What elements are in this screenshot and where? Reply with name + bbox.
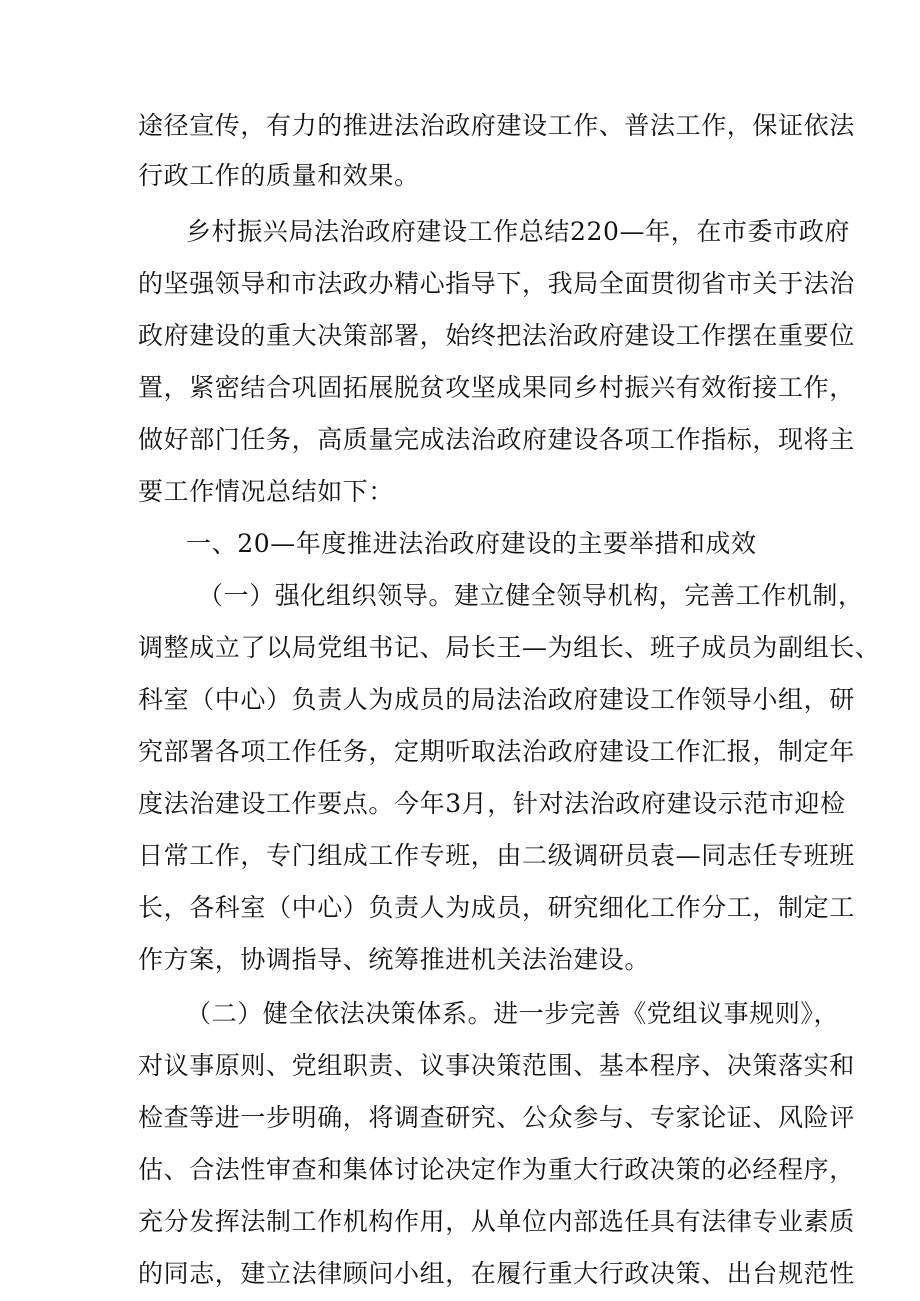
text-line-10: （一）强化组织领导。建立健全领导机构，完善工作机制， [198, 581, 864, 610]
text-line-18: （二）健全依法决策体系。进一步完善《党组议事规则》， [186, 999, 840, 1028]
text-line-7: 做好部门任务，高质量完成法治政府建设各项工作指标，现将主 [138, 425, 855, 454]
text-line-21: 估、合法性审查和集体讨论决定作为重大行政决策的必经程序， [138, 1155, 855, 1184]
text-line-8: 要工作情况总结如下： [138, 477, 395, 506]
text-line-22: 充分发挥法制工作机构作用，从单位内部选任具有法律专业素质 [138, 1207, 855, 1236]
section-heading-1: 一、20—年度推进法治政府建设的主要举措和成效 [186, 529, 757, 558]
text-line-13: 究部署各项工作任务，定期听取法治政府建设工作汇报，制定年 [138, 737, 855, 766]
text-line-4: 的坚强领导和市法政办精心指导下，我局全面贯彻省市关于法治 [138, 269, 855, 298]
text-line-2: 行政工作的质量和效果。 [138, 161, 420, 190]
text-line-23: 的同志，建立法律顾问小组，在履行重大行政决策、出台规范性 [138, 1259, 855, 1288]
text-line-16: 长，各科室（中心）负责人为成员，研究细化工作分工，制定工 [138, 893, 855, 922]
text-line-19: 对议事原则、党组职责、议事决策范围、基本程序、决策落实和 [138, 1051, 855, 1080]
text-line-15: 日常工作，专门组成工作专班，由二级调研员袁—同志任专班班 [138, 841, 855, 870]
text-line-5: 政府建设的重大决策部署，始终把法治政府建设工作摆在重要位 [138, 321, 855, 350]
text-line-14: 度法治建设工作要点。今年3月，针对法治政府建设示范市迎检 [138, 789, 846, 818]
text-line-3: 乡村振兴局法治政府建设工作总结220—年，在市委市政府 [186, 217, 850, 246]
text-line-20: 检查等进一步明确，将调查研究、公众参与、专家论证、风险评 [138, 1103, 855, 1132]
text-line-12: 科室（中心）负责人为成员的局法治政府建设工作领导小组，研 [138, 685, 855, 714]
text-line-1: 途径宣传，有力的推进法治政府建设工作、普法工作，保证依法 [138, 111, 855, 140]
text-line-17: 作方案，协调指导、统筹推进机关法治建设。 [138, 945, 651, 974]
text-line-11: 调整成立了以局党组书记、局长王—为组长、班子成员为副组长、 [138, 633, 881, 662]
text-line-6: 置，紧密结合巩固拓展脱贫攻坚成果同乡村振兴有效衔接工作， [138, 373, 855, 402]
